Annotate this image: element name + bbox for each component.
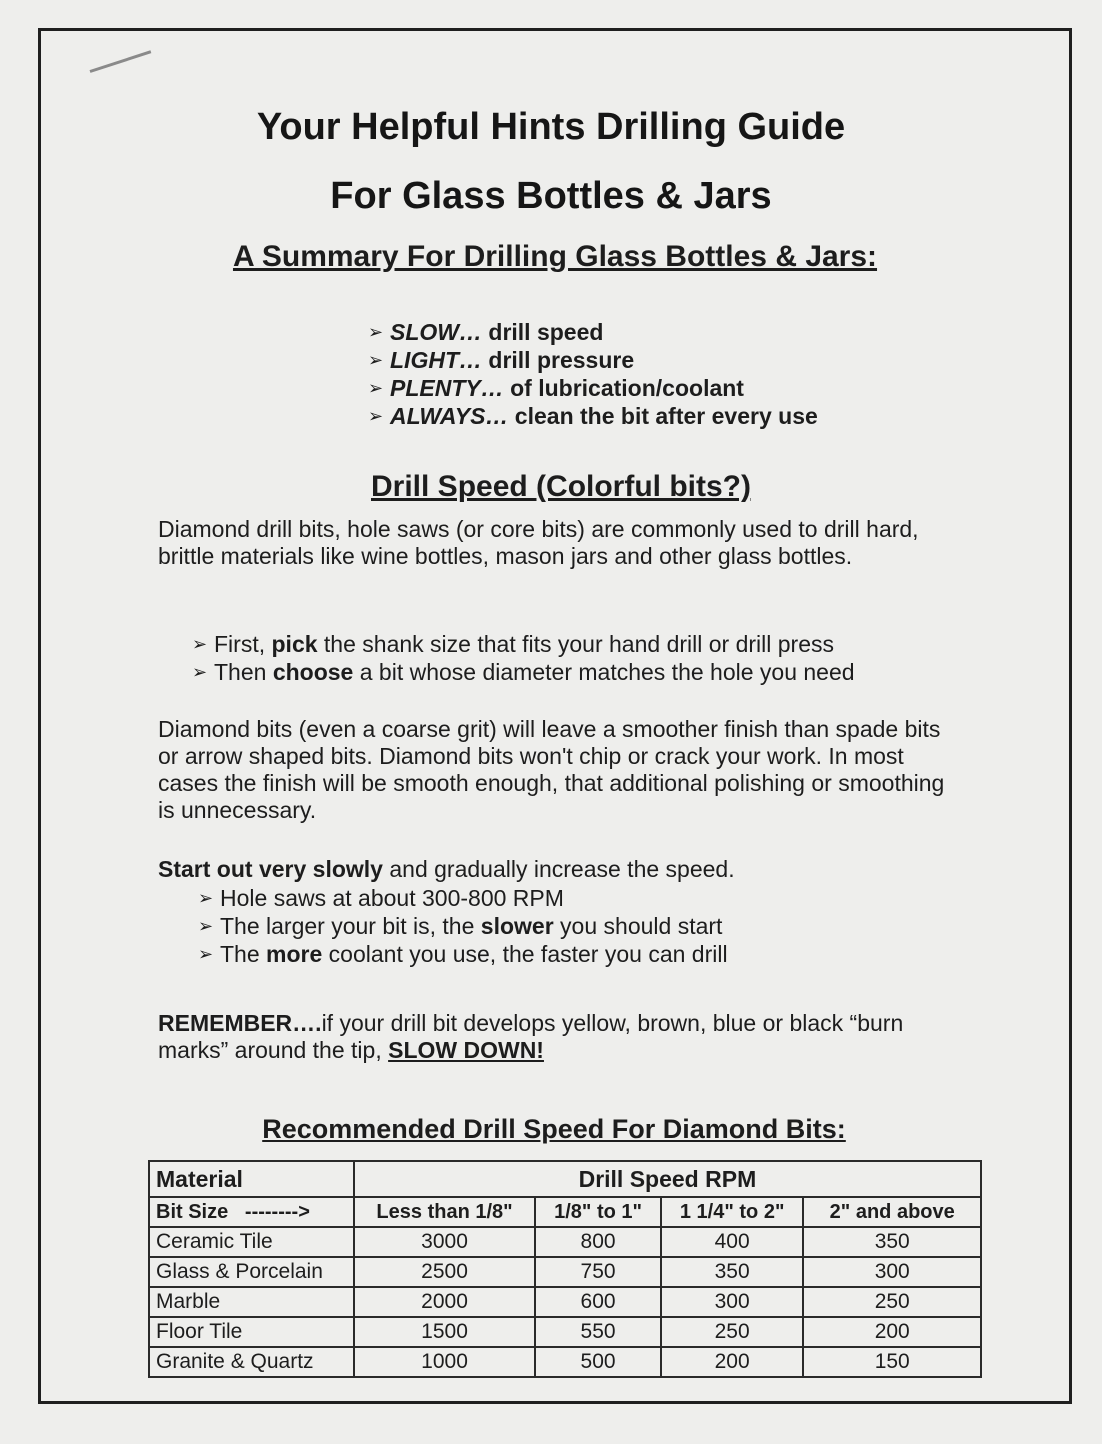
arrowhead-bullet-icon: ➢ [368, 350, 384, 370]
arrowhead-bullet-icon: ➢ [192, 662, 208, 682]
table-row [149, 1317, 981, 1347]
summary-keyword: LIGHT… [390, 347, 482, 373]
rpm-cell: 350 [661, 1257, 804, 1287]
remember-label: REMEMBER…. [158, 1010, 322, 1036]
tip-text: coolant you use, the faster you can drill [322, 941, 728, 967]
material-cell: Glass & Porcelain [149, 1257, 354, 1287]
step-text: a bit whose diameter matches the hole you need [353, 659, 855, 685]
table-title: Recommended Drill Speed For Diamond Bits: [262, 1114, 846, 1144]
drill-speed-table [148, 1160, 982, 1378]
summary-text: drill speed [482, 319, 604, 345]
rpm-cell: 3000 [354, 1227, 535, 1257]
list-item [198, 912, 728, 940]
rpm-cell: 750 [535, 1257, 661, 1287]
list-item [368, 402, 818, 430]
finish-paragraph: Diamond bits (even a coarse grit) will leave a smoother finish than spade bits or arrow shaped bits. Diamond bits won't chip or crack your work. In most cases the finish will be smooth enough, that additional polishing or smoothing is unnecessary. [158, 716, 945, 823]
start-slow-emphasis: Start out very slowly [158, 856, 383, 882]
material-cell: Marble [149, 1287, 354, 1317]
tip-text: The [220, 941, 267, 967]
rpm-cell: 550 [535, 1317, 661, 1347]
rpm-cell: 300 [661, 1287, 804, 1317]
table-header-row [149, 1161, 981, 1197]
tip-emphasis: more [266, 941, 323, 967]
tip-text: you should start [553, 913, 723, 939]
summary-list [368, 318, 818, 430]
summary-text: of lubrication/coolant [503, 375, 744, 401]
list-item [198, 940, 728, 968]
arrowhead-bullet-icon: ➢ [368, 406, 384, 426]
material-cell: Ceramic Tile [149, 1227, 354, 1257]
bit-size-header: 1/8" to 1" [535, 1197, 661, 1227]
list-item [368, 318, 818, 346]
list-item [198, 884, 728, 912]
material-column-header: Material [149, 1161, 354, 1197]
bit-size-header: 2" and above [803, 1197, 981, 1227]
summary-keyword: SLOW… [390, 319, 482, 345]
summary-heading: A Summary For Drilling Glass Bottles & Jars: [232, 240, 878, 273]
arrowhead-bullet-icon: ➢ [368, 378, 384, 398]
remember-paragraph [158, 1010, 938, 1064]
rpm-cell: 2500 [354, 1257, 535, 1287]
rpm-cell: 600 [535, 1287, 661, 1317]
rpm-cell: 800 [535, 1227, 661, 1257]
list-item [368, 374, 818, 402]
bit-size-header: Less than 1/8" [354, 1197, 535, 1227]
table-row [149, 1227, 981, 1257]
start-slow-paragraph [158, 856, 938, 883]
summary-keyword: PLENTY… [390, 375, 504, 401]
page-title-line-2: For Glass Bottles & Jars [330, 175, 772, 217]
list-item [368, 346, 818, 374]
rpm-cell: 250 [803, 1287, 981, 1317]
rpm-cell: 2000 [354, 1287, 535, 1317]
remember-text: if your drill bit develops yellow, brown, blue or black “burn marks” around the tip, [158, 1010, 904, 1063]
rpm-cell: 200 [803, 1317, 981, 1347]
page-title: Your Helpful Hints Drilling Guide [256, 106, 846, 148]
rpm-cell: 500 [535, 1347, 661, 1377]
material-cell: Floor Tile [149, 1317, 354, 1347]
summary-text: clean the bit after every use [508, 403, 818, 429]
arrowhead-bullet-icon: ➢ [198, 888, 214, 908]
arrowhead-bullet-icon: ➢ [198, 944, 214, 964]
intro-paragraph: Diamond drill bits, hole saws (or core bits) are commonly used to drill hard, brittle materials like wine bottles, mason jars and other glass bottles. [158, 516, 919, 569]
rpm-cell: 200 [661, 1347, 804, 1377]
rpm-cell: 250 [661, 1317, 804, 1347]
tip-emphasis: slower [480, 913, 554, 939]
tip-text: Hole saws at about 300-800 RPM [220, 885, 564, 911]
bit-size-label: Bit Size --------> [149, 1197, 354, 1227]
step-text: Then [214, 659, 273, 685]
rpm-cell: 1500 [354, 1317, 535, 1347]
bit-selection-list [192, 630, 855, 686]
rpm-cell: 150 [803, 1347, 981, 1377]
tip-text: The larger your bit is, the [220, 913, 481, 939]
step-text: First, [214, 631, 272, 657]
step-text: the shank size that fits your hand drill or drill press [317, 631, 834, 657]
step-emphasis: pick [271, 631, 318, 657]
drill-speed-header: Drill Speed RPM [354, 1161, 981, 1197]
bit-size-header: 1 1/4" to 2" [661, 1197, 804, 1227]
arrowhead-bullet-icon: ➢ [368, 322, 384, 342]
speed-tips-list [198, 884, 728, 968]
arrowhead-bullet-icon: ➢ [192, 634, 208, 654]
material-cell: Granite & Quartz [149, 1347, 354, 1377]
bit-size-row [149, 1197, 981, 1227]
summary-text: drill pressure [482, 347, 635, 373]
rpm-cell: 350 [803, 1227, 981, 1257]
slow-down-warning: SLOW DOWN! [388, 1037, 544, 1063]
drill-speed-heading: Drill Speed (Colorful bits?) [371, 470, 751, 503]
rpm-cell: 400 [661, 1227, 804, 1257]
rpm-cell: 300 [803, 1257, 981, 1287]
step-emphasis: choose [272, 659, 354, 685]
summary-keyword: ALWAYS… [390, 403, 509, 429]
table-row [149, 1287, 981, 1317]
rpm-cell: 1000 [354, 1347, 535, 1377]
start-slow-text: and gradually increase the speed. [382, 856, 735, 882]
arrowhead-bullet-icon: ➢ [198, 916, 214, 936]
list-item [192, 658, 855, 686]
table-row [149, 1257, 981, 1287]
list-item [192, 630, 855, 658]
table-row [149, 1347, 981, 1377]
